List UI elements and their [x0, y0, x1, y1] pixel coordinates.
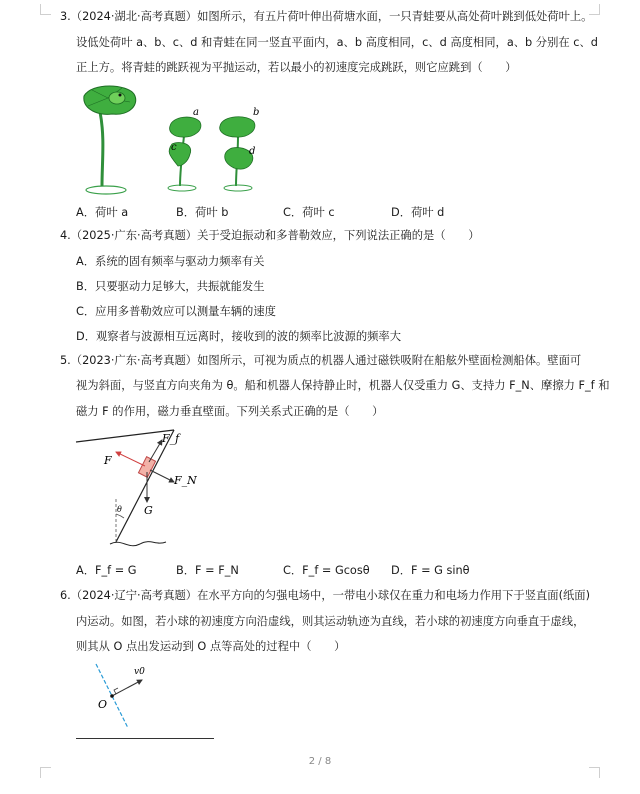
q6-line-1: 6.（2024·辽宁·高考真题）在水平方向的匀强电场中，一带电小球仅在重力和电场力作用下于竖直面(纸面)	[60, 589, 590, 602]
page-number: 2 / 8	[308, 756, 332, 767]
q4-option-d[interactable]: D．观察者与波源相互远离时，接收到的波的频率比波源的频率大	[76, 330, 402, 343]
label-f: F	[104, 454, 112, 467]
q5-option-b[interactable]: B．F = F_N	[176, 564, 239, 577]
q6-line-2: 内运动。如图，若小球的初速度方向沿虚线，则其运动轨迹为直线，若小球的初速度方向垂直于虚线，	[76, 615, 585, 628]
q5-line-2: 视为斜面，与竖直方向夹角为 θ。船和机器人保持静止时，机器人仅受重力 G、支持力 F_N、摩擦力 F_f 和	[76, 379, 610, 392]
label-g: G	[144, 504, 153, 517]
robot-force-figure	[70, 428, 230, 556]
lotus-leaf-figure	[72, 82, 282, 200]
footnote-divider	[76, 738, 214, 739]
q4-option-a[interactable]: A．系统的固有频率与驱动力频率有关	[76, 255, 265, 268]
q5-option-c[interactable]: C．F_f = Gcosθ	[283, 564, 370, 577]
q3-option-b[interactable]: B．荷叶 b	[176, 206, 229, 219]
corner-mark	[589, 767, 600, 778]
q6-line-3: 则其从 O 点出发运动到 O 点等高处的过程中（ ）	[76, 640, 346, 653]
q5-line-1: 5.（2023·广东·高考真题）如图所示，可视为质点的机器人通过磁铁吸附在船舷外壁面检测船体。壁面可	[60, 354, 582, 367]
q5-line-3: 磁力 F 的作用，磁力垂直壁面。下列关系式正确的是（ ）	[76, 405, 384, 418]
q3-line-2: 设低处荷叶 a、b、c、d 和青蛙在同一竖直平面内，a、b 高度相同，c、d 高度相同，a、b 分别在 c、d	[76, 36, 598, 49]
label-fn: F_N	[174, 474, 197, 487]
electric-field-figure	[90, 660, 170, 732]
label-theta: θ	[117, 505, 122, 514]
label-v0: v0	[134, 667, 145, 677]
q3-option-d[interactable]: D．荷叶 d	[391, 206, 445, 219]
q5-option-a[interactable]: A．F_f = G	[76, 564, 137, 577]
q4-line-1: 4.（2025·广东·高考真题）关于受迫振动和多普勒效应，下列说法正确的是（ ）	[60, 229, 480, 242]
corner-mark	[40, 767, 51, 778]
q3-line-1: 3.（2024·湖北·高考真题）如图所示，有五片荷叶伸出荷塘水面，一只青蛙要从高处荷叶跳到低处荷叶上。	[60, 10, 593, 23]
label-d: d	[249, 146, 256, 157]
q4-option-c[interactable]: C．应用多普勒效应可以测量车辆的速度	[76, 305, 276, 318]
label-b: b	[253, 107, 260, 118]
q4-option-b[interactable]: B．只要驱动力足够大，共振就能发生	[76, 280, 265, 293]
label-ff: F_f	[162, 432, 180, 445]
q3-line-3: 正上方。将青蛙的跳跃视为平抛运动，若以最小的初速度完成跳跃，则它应跳到（ ）	[76, 61, 517, 74]
label-o: O	[98, 698, 108, 711]
label-a: a	[193, 107, 199, 118]
q5-option-d[interactable]: D．F = G sinθ	[391, 564, 470, 577]
q3-option-a[interactable]: A．荷叶 a	[76, 206, 129, 219]
q3-option-c[interactable]: C．荷叶 c	[283, 206, 335, 219]
corner-mark	[40, 4, 51, 15]
label-c: c	[171, 142, 177, 153]
